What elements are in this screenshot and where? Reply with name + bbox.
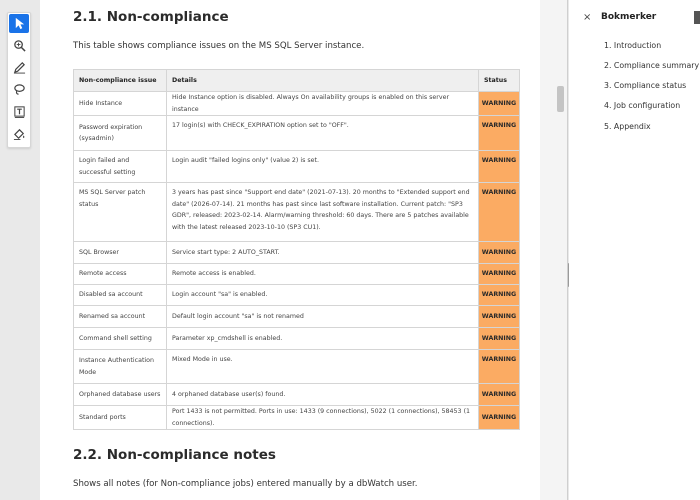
issue-cell: Disabled sa account bbox=[74, 285, 167, 306]
text-box-icon bbox=[13, 105, 26, 118]
status-badge: WARNING bbox=[479, 92, 520, 116]
annotation-toolbar bbox=[7, 12, 31, 148]
details-cell: Mixed Mode in use. bbox=[167, 350, 479, 384]
table-header-row bbox=[74, 70, 520, 92]
fill-tool-button[interactable] bbox=[9, 124, 29, 143]
bookmarks-title: Bokmerker bbox=[601, 12, 657, 22]
table-row bbox=[74, 264, 520, 285]
details-cell: Port 1433 is not permitted. Ports in use: 1433 (9 connections), 5022 (1 connections), 58453 (1 connections). bbox=[167, 406, 479, 430]
details-cell: 17 login(s) with CHECK_EXPIRATION option set to "OFF". bbox=[167, 116, 479, 151]
table-row bbox=[74, 328, 520, 350]
details-cell: Service start type: 2 AUTO_START. bbox=[167, 242, 479, 264]
fill-icon bbox=[13, 127, 26, 140]
details-cell: Remote access is enabled. bbox=[167, 264, 479, 285]
panel-divider bbox=[567, 0, 568, 500]
status-badge: WARNING bbox=[479, 350, 520, 384]
issue-cell: Renamed sa account bbox=[74, 306, 167, 328]
column-header-issue: Non-compliance issue bbox=[74, 70, 167, 92]
zoom-tool-button[interactable] bbox=[9, 36, 29, 55]
section-heading-notes: 2.2. Non-compliance notes bbox=[73, 447, 276, 463]
column-header-status: Status bbox=[479, 70, 520, 92]
details-cell: Login audit "failed logins only" (value 2) is set. bbox=[167, 151, 479, 183]
bookmark-item-compliance-status[interactable]: 3. Compliance status bbox=[604, 81, 687, 90]
section-heading-non-compliance: 2.1. Non-compliance bbox=[73, 9, 229, 25]
issue-cell: Login failed and successful setting bbox=[74, 151, 167, 183]
pen-tool-button[interactable] bbox=[9, 58, 29, 77]
status-badge: WARNING bbox=[479, 183, 520, 242]
bookmark-item-appendix[interactable]: 5. Appendix bbox=[604, 122, 651, 131]
table-row bbox=[74, 285, 520, 306]
details-cell: 4 orphaned database user(s) found. bbox=[167, 384, 479, 406]
status-badge: WARNING bbox=[479, 116, 520, 151]
status-badge: WARNING bbox=[479, 242, 520, 264]
issue-cell: Instance Authentication Mode bbox=[74, 350, 167, 384]
panel-edge-marker bbox=[694, 11, 700, 24]
details-cell: 3 years has past since "Support end date" (2021-07-13). 20 months to "Extended support end date" (2026-07-14). 21 months has past since last software installation. Current patch: "SP3 GDR", released: 2023-02-14. Alarm/warning threshold: 60 days. There are 5 patches available with the latest released 2023-10-10 (SP3 CU1). bbox=[167, 183, 479, 242]
status-badge: WARNING bbox=[479, 384, 520, 406]
table-row bbox=[74, 306, 520, 328]
details-cell: Login account "sa" is enabled. bbox=[167, 285, 479, 306]
issue-cell: Password expiration (sysadmin) bbox=[74, 116, 167, 151]
table-row bbox=[74, 151, 520, 183]
status-badge: WARNING bbox=[479, 285, 520, 306]
details-cell: Parameter xp_cmdshell is enabled. bbox=[167, 328, 479, 350]
section-intro: This table shows compliance issues on the MS SQL Server instance. bbox=[73, 41, 365, 51]
select-tool-button[interactable] bbox=[9, 14, 29, 33]
table-row bbox=[74, 242, 520, 264]
table-row bbox=[74, 92, 520, 116]
status-badge: WARNING bbox=[479, 406, 520, 430]
bookmarks-panel bbox=[569, 0, 700, 500]
issue-cell: Standard ports bbox=[74, 406, 167, 430]
status-badge: WARNING bbox=[479, 328, 520, 350]
issue-cell: SQL Browser bbox=[74, 242, 167, 264]
scroll-track bbox=[540, 0, 567, 500]
non-compliance-table bbox=[73, 69, 520, 430]
issue-cell: MS SQL Server patch status bbox=[74, 183, 167, 242]
lasso-icon bbox=[13, 83, 26, 96]
issue-cell: Remote access bbox=[74, 264, 167, 285]
bookmark-item-introduction[interactable]: 1. Introduction bbox=[604, 41, 662, 50]
scrollbar-thumb[interactable] bbox=[557, 86, 564, 112]
notes-intro: Shows all notes (for Non-compliance jobs) entered manually by a dbWatch user. bbox=[73, 479, 418, 489]
status-badge: WARNING bbox=[479, 151, 520, 183]
status-badge: WARNING bbox=[479, 264, 520, 285]
bookmark-item-job-configuration[interactable]: 4. Job configuration bbox=[604, 101, 681, 110]
select-arrow-icon bbox=[13, 17, 26, 30]
document-page bbox=[40, 0, 540, 500]
table-row bbox=[74, 406, 520, 430]
column-header-details: Details bbox=[167, 70, 479, 92]
table-row bbox=[74, 384, 520, 406]
issue-cell: Orphaned database users bbox=[74, 384, 167, 406]
bookmark-item-compliance-summary[interactable]: 2. Compliance summary bbox=[604, 61, 700, 70]
table-row bbox=[74, 183, 520, 242]
text-box-tool-button[interactable] bbox=[9, 102, 29, 121]
table-row bbox=[74, 350, 520, 384]
details-cell: Hide Instance option is disabled. Always On availability groups is enabled on this server instance bbox=[167, 92, 479, 116]
close-bookmarks-button[interactable]: × bbox=[583, 12, 592, 23]
status-badge: WARNING bbox=[479, 306, 520, 328]
lasso-tool-button[interactable] bbox=[9, 80, 29, 99]
pen-icon bbox=[13, 61, 26, 74]
zoom-icon bbox=[13, 39, 26, 52]
issue-cell: Command shell setting bbox=[74, 328, 167, 350]
issue-cell: Hide Instance bbox=[74, 92, 167, 116]
table-row bbox=[74, 116, 520, 151]
details-cell: Default login account "sa" is not renamed bbox=[167, 306, 479, 328]
